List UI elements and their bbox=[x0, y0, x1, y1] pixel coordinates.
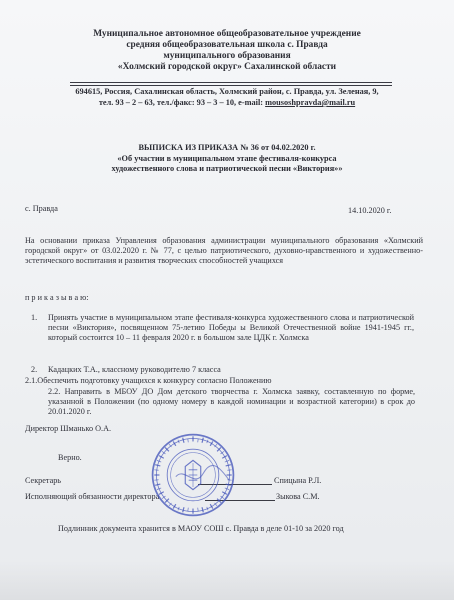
address-line-1: 694615, Россия, Сахалинская область, Холмский район, с. Правда, ул. Зеленая, 9, bbox=[75, 87, 379, 96]
header-rule-thin bbox=[70, 85, 392, 86]
email-link[interactable]: mousoshpravda@mail.ru bbox=[265, 98, 356, 107]
subitem-2-1: 2.1.Обеспечить подготовку учащихся к конкурсу согласно Положению bbox=[25, 376, 272, 385]
address-contacts: тел. 93 – 2 – 63, тел./факс: 93 – 3 – 10, e-mail: bbox=[98, 98, 266, 107]
date: 14.10.2020 г. bbox=[348, 206, 392, 215]
header-line-4: «Холмский городской округ» Сахалинской области bbox=[117, 62, 337, 72]
item-1-number: 1. bbox=[31, 313, 38, 322]
acting-director-name: Зыкова С.М. bbox=[276, 492, 320, 501]
extract-subtitle-2: художественного слова и патриотической песни «Виктория»» bbox=[111, 164, 343, 173]
header-line-3: муниципального образования bbox=[163, 51, 291, 61]
header-line-2: средняя общеобразовательная школа с. Правда bbox=[126, 40, 328, 50]
basis-paragraph: На основании приказа Управления образования администрации муниципального образования «Холмский городской округ» от 03.02.2020 г. № 77, с целью патриотического, духовно-нравственного и художественно-эстетического воспитания и развития творческих способностей учащихся bbox=[25, 236, 423, 266]
director: Директор Шманько О.А. bbox=[25, 424, 112, 433]
item-2-text: Кадацких Т.А., классному руководителю 7 класса bbox=[48, 365, 221, 374]
extract-subtitle-1: «Об участии в муниципальном этапе фестиваля-конкурса bbox=[117, 154, 337, 163]
address-line-2 bbox=[0, 98, 454, 109]
verno: Верно. bbox=[58, 453, 82, 462]
secretary-role: Секретарь bbox=[25, 476, 62, 485]
page-shadow bbox=[0, 560, 454, 600]
extract-title: ВЫПИСКА ИЗ ПРИКАЗА № 36 от 04.02.2020 г. bbox=[138, 143, 316, 152]
footer-note: Подлинник документа хранится в МАОУ СОШ с. Правда в деле 01-10 за 2020 год bbox=[58, 524, 344, 533]
order-word: п р и к а з ы в а ю: bbox=[25, 293, 89, 302]
header-line-1: Муниципальное автономное общеобразовательное учреждение bbox=[93, 29, 361, 39]
place: с. Правда bbox=[25, 204, 58, 213]
item-2-number: 2. bbox=[31, 365, 38, 374]
subitem-2-2: 2.2. Направить в МБОУ ДО Дом детского творчества г. Холмска заявку, составленную по форме, указанной в Положении (по одному номеру в каждой номинации и возрастной категории) в срок до 20.01.2020 г. bbox=[48, 387, 415, 417]
official-seal-icon bbox=[150, 432, 236, 518]
item-1-text: Принять участие в муниципальном этапе фестиваля-конкурса художественного слова и патриотической песни «Виктория», посвященном 75-летию Победы ы Великой Отечественной войне 1941-1945 гг., который состоится 10 – 11 февраля 2020 г. в большом зале ЦДК г. Холмска bbox=[48, 313, 414, 343]
acting-director-role: Исполняющий обязанности директора bbox=[25, 492, 160, 501]
secretary-name: Спицына Р.Л. bbox=[274, 476, 322, 485]
header-rule bbox=[70, 82, 392, 83]
